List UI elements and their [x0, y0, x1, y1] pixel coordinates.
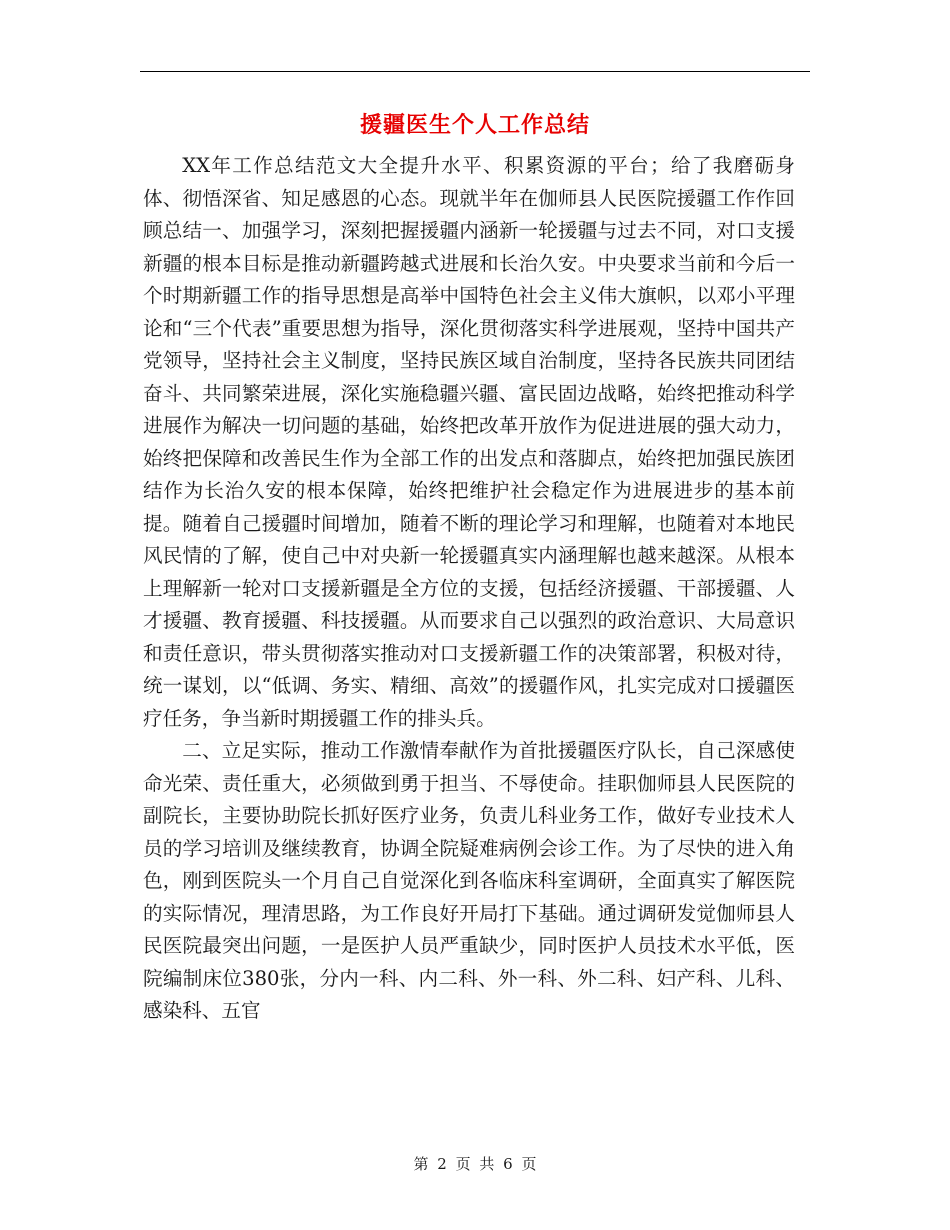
document-body: [143, 150, 795, 1028]
header-rule: [140, 71, 810, 72]
page-number: 第 2 页 共 6 页: [413, 1155, 537, 1173]
paragraph-2: 二、立足实际，推动工作激情奉献作为首批援疆医疗队长，自己深感使命光荣、责任重大，必须做到勇于担当、不辱使命。挂职伽师县人民医院的副院长，主要协助院长抓好医疗业务，负责儿科业务工作，做好专业技术人员的学习培训及继续教育，协调全院疑难病例会诊工作。为了尽快的进入角色，刚到医院头一个月自己自觉深化到各临床科室调研，全面真实了解医院的实际情况，理清思路，为工作良好开局打下基础。通过调研发觉伽师县人民医院最突出问题，一是医护人员严重缺少，同时医护人员技术水平低，医院编制床位380张，分内一科、内二科、外一科、外二科、妇产科、儿科、感染科、五官: [143, 739, 795, 1022]
paragraph-1: XX年工作总结范文大全提升水平、积累资源的平台；给了我磨砺身体、彻悟深省、知足感恩的心态。现就半年在伽师县人民医院援疆工作作回顾总结一、加强学习，深刻把握援疆内涵新一轮援疆与过去不同，对口支援新疆的根本目标是推动新疆跨越式进展和长治久安。中央要求当前和今后一个时期新疆工作的指导思想是高举中国特色社会主义伟大旗帜，以邓小平理论和“三个代表”重要思想为指导，深化贯彻落实科学进展观，坚持中国共产党领导，坚持社会主义制度，坚持民族区域自治制度，坚持各民族共同团结奋斗、共同繁荣进展，深化实施稳疆兴疆、富民固边战略，始终把推动科学进展作为解决一切问题的基础，始终把改革开放作为促进进展的强大动力，始终把保障和改善民生作为全部工作的出发点和落脚点，始终把加强民族团结作为长治久安的根本保障，始终把维护社会稳定作为进展进步的基本前提。随着自己援疆时间增加，随着不断的理论学习和理解，也随着对本地民风民情的了解，使自己中对央新一轮援疆真实内涵理解也越来越深。从根本上理解新一轮对口支援新疆是全方位的支援，包括经济援疆、干部援疆、人才援疆、教育援疆、科技援疆。从而要求自己以强烈的政治意识、大局意识和责任意识，带头贯彻落实推动对口支援新疆工作的决策部署，积极对待，统一谋划，以“低调、务实、精细、高效”的援疆作风，扎实完成对口援疆医疗任务，争当新时期援疆工作的排头兵。: [143, 154, 795, 730]
document-title: 援疆医生个人工作总结: [359, 112, 590, 138]
